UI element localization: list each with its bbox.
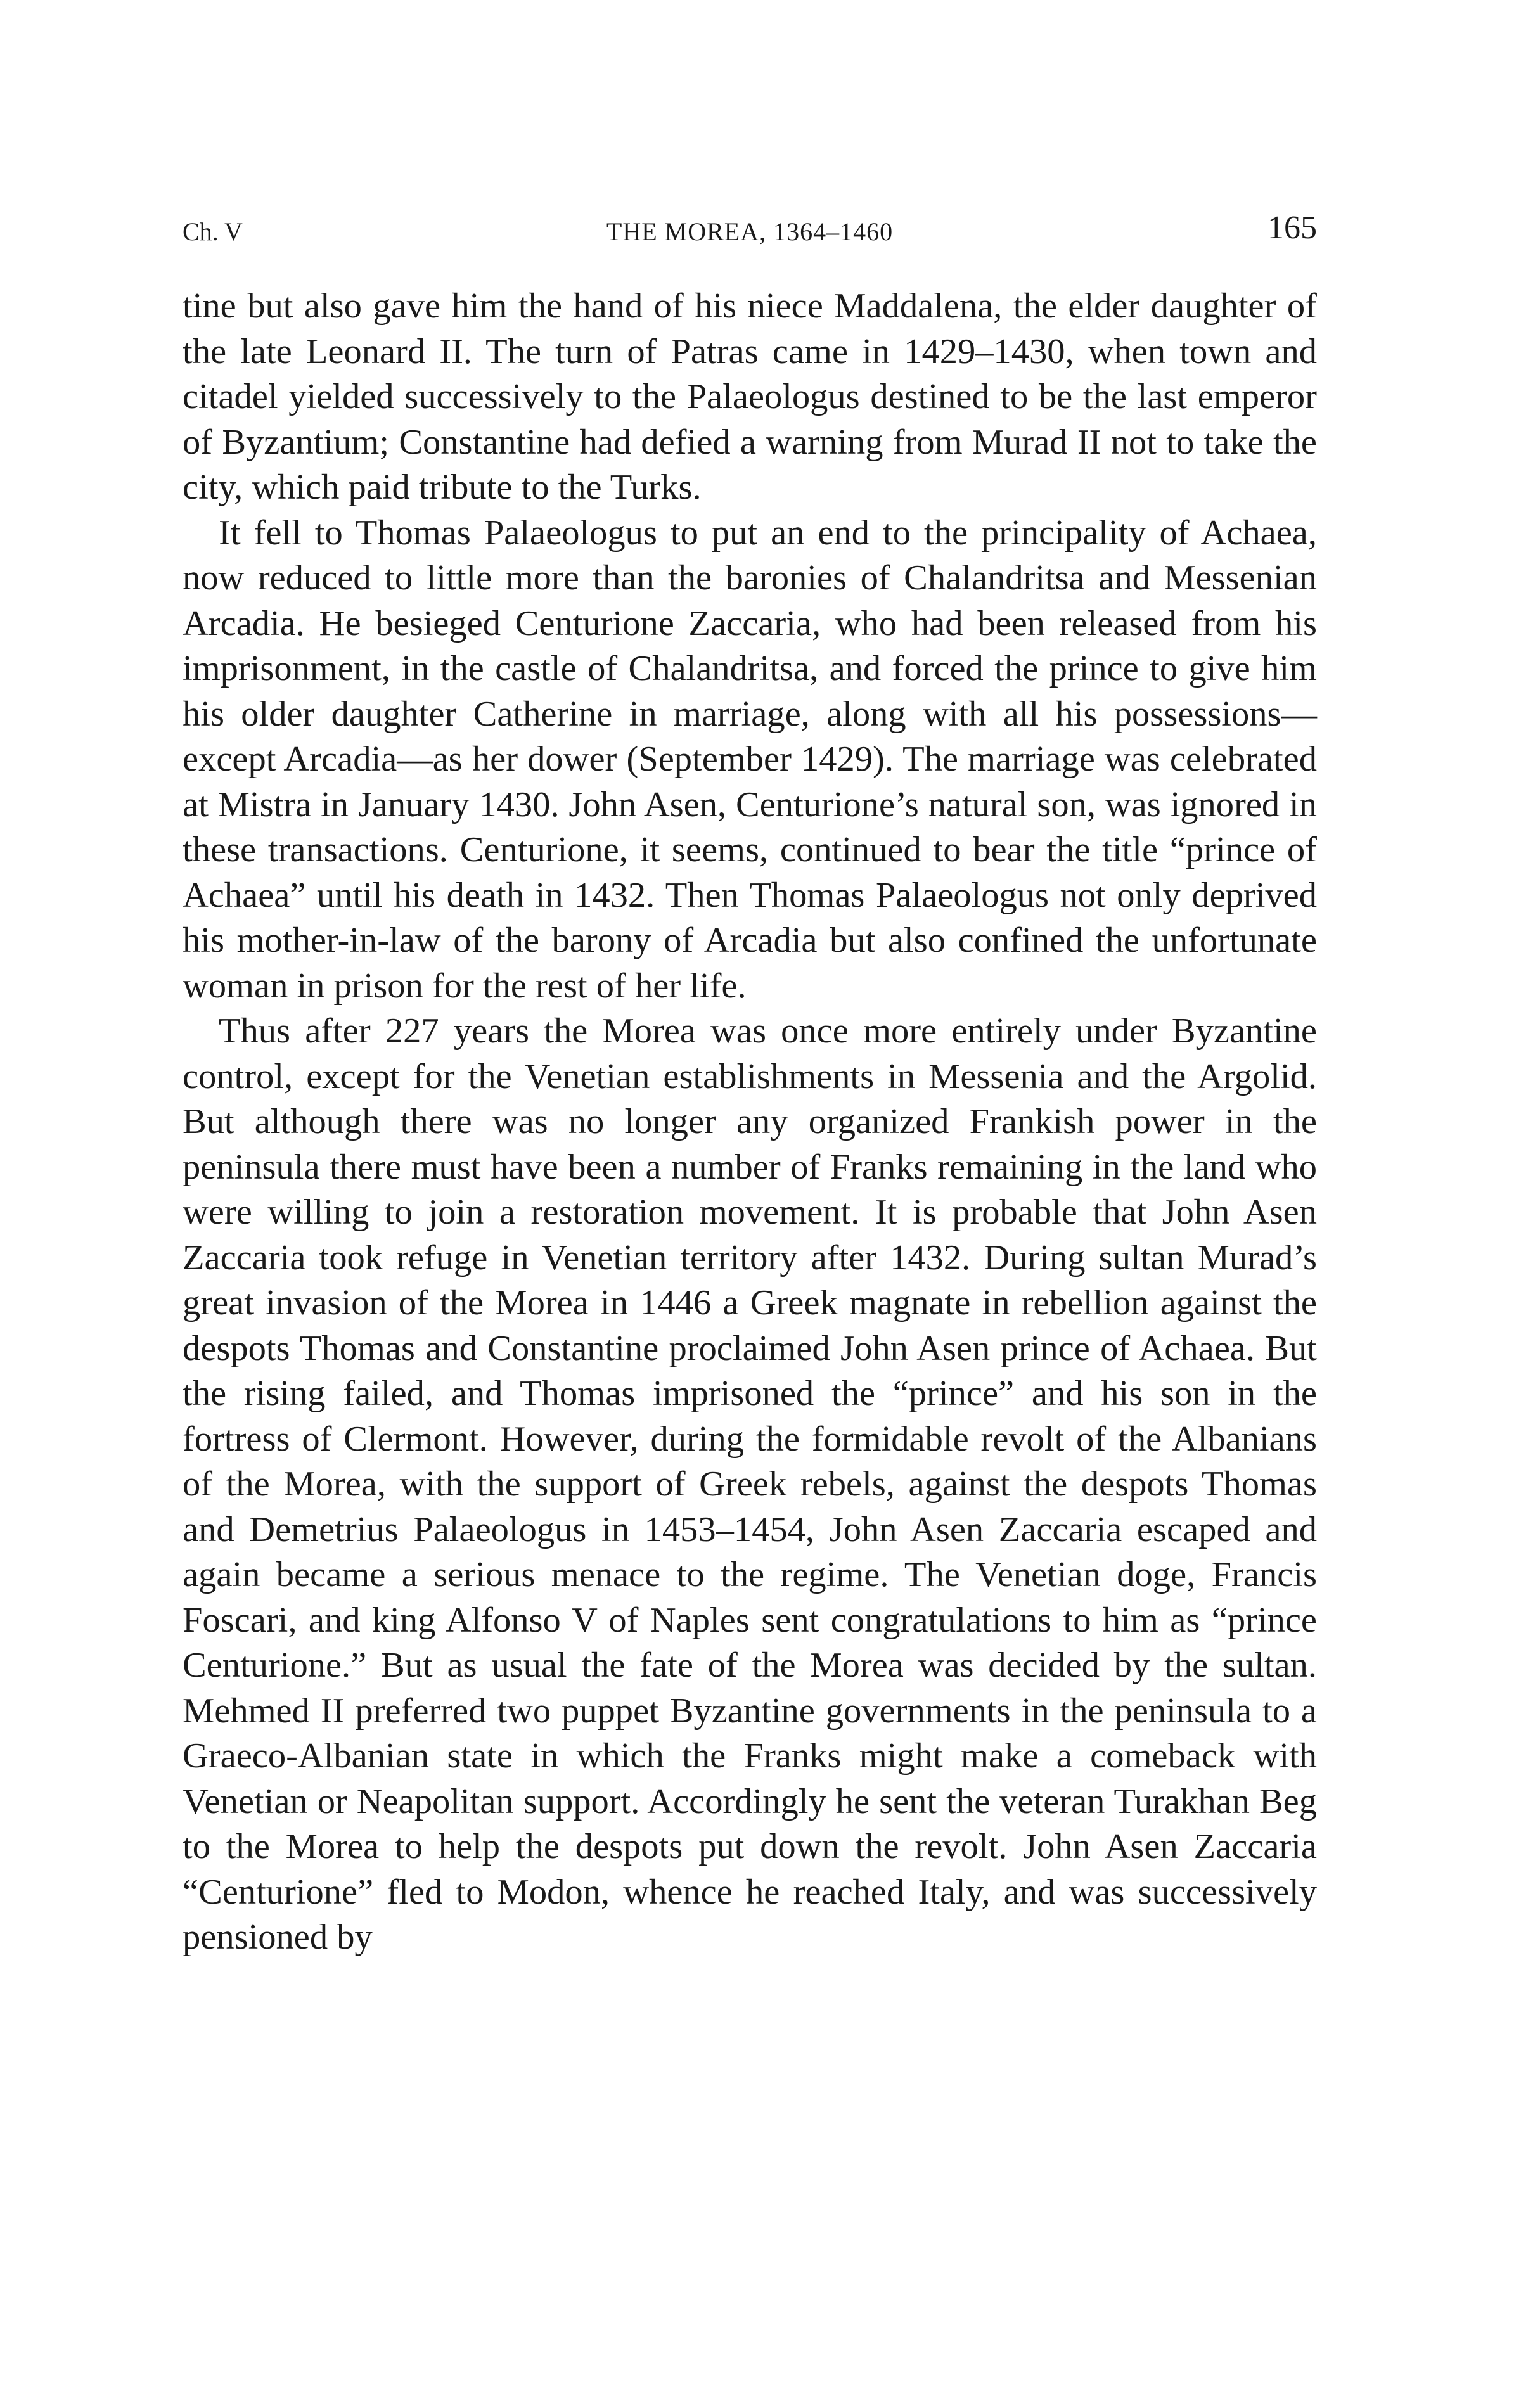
- page-number: 165: [1268, 210, 1317, 246]
- chapter-label: Ch. V: [183, 217, 243, 246]
- body-text: [183, 284, 1317, 1961]
- paragraph: It fell to Thomas Palaeologus to put an end to the principality of Achaea, now reduced to little more than the baronies of Chalandritsa and Messenian Arcadia. He besieged Centurione Zaccaria, who had been released from his imprisonment, in the castle of Chalandritsa, and forced the prince to give him his older daughter Catherine in marriage, along with all his possessions—except Arcadia—as her dower (September 1429). The marriage was celebrated at Mistra in January 1430. John Asen, Centurione’s natural son, was ignored in these transactions. Centurione, it seems, continued to bear the title “prince of Achaea” until his death in 1432. Then Thomas Palaeologus not only deprived his mother-in-law of the barony of Arcadia but also confined the unfortunate woman in prison for the rest of her life.: [183, 513, 1317, 1006]
- running-head: [183, 209, 1317, 253]
- paragraph: tine but also gave him the hand of his niece Maddalena, the elder daughter of the late Leonard II. The turn of Patras came in 1429–1430, when town and citadel yielded successively to the Palaeologus destined to be the last emperor of Byzantium; Constantine had defied a warning from Murad II not to take the city, which paid tribute to the Turks.: [183, 286, 1317, 507]
- running-title: THE MOREA, 1364–1460: [606, 217, 894, 246]
- paragraph: Thus after 227 years the Morea was once more entirely under Byzantine control, except for the Venetian establishments in Messenia and the Argolid. But although there was no longer any organized Frankish power in the peninsula there must have been a number of Franks remaining in the land who were willing to join a restoration movement. It is probable that John Asen Zaccaria took refuge in Venetian territory after 1432. During sultan Murad’s great invasion of the Morea in 1446 a Greek magnate in rebellion against the despots Thomas and Constantine proclaimed John Asen prince of Achaea. But the rising failed, and Thomas imprisoned the “prince” and his son in the fortress of Clermont. However, during the formidable revolt of the Albanians of the Morea, with the support of Greek rebels, against the despots Thomas and Demetrius Palaeologus in 1453–1454, John Asen Zaccaria escaped and again became a serious menace to the regime. The Venetian doge, Francis Foscari, and king Alfonso V of Naples sent congratulations to him as “prince Centurione.” But as usual the fate of the Morea was decided by the sultan. Mehmed II preferred two puppet Byzantine governments in the peninsula to a Graeco-Albanian state in which the Franks might make a comeback with Venetian or Neapolitan support. Accordingly he sent the veteran Turakhan Beg to the Morea to help the despots put down the revolt. John Asen Zaccaria “Centurione” fled to Modon, whence he reached Italy, and was successively pensioned by: [183, 1011, 1317, 1957]
